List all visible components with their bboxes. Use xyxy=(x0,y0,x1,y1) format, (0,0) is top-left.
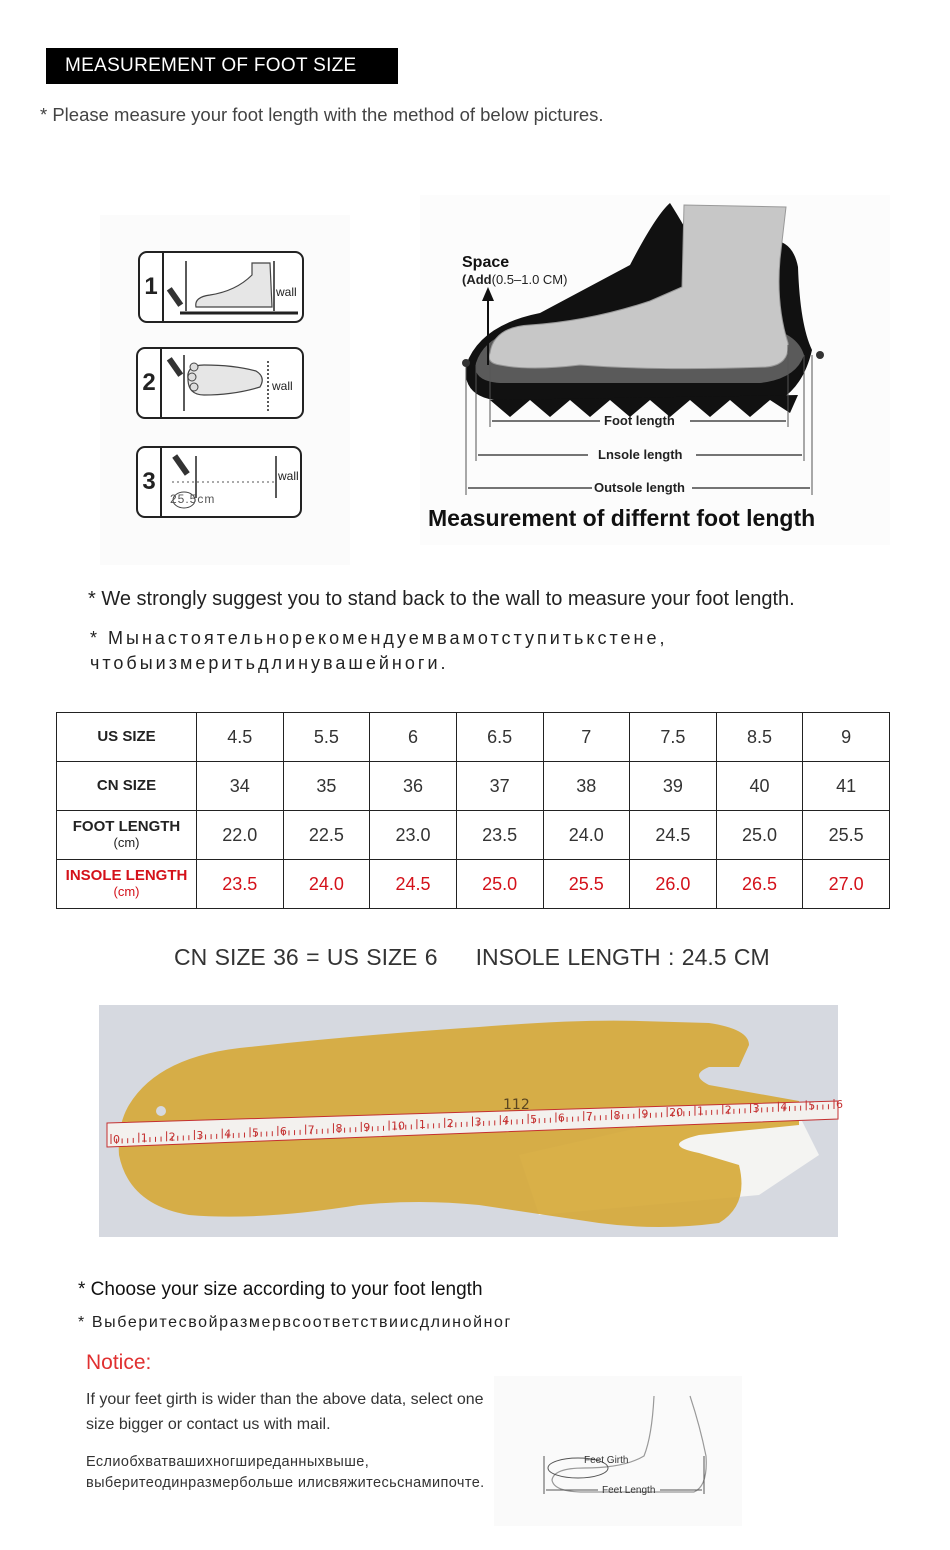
table-cell: 26.0 xyxy=(630,860,717,909)
notice-title: Notice: xyxy=(86,1351,152,1374)
page-title: MEASUREMENT OF FOOT SIZE xyxy=(46,48,398,84)
table-cell: 25.5 xyxy=(803,811,890,860)
table-cell: 6.5 xyxy=(456,713,543,762)
table-cell: 38 xyxy=(543,762,630,811)
ruler-label: 1 xyxy=(418,1118,426,1132)
table-cell: 24.5 xyxy=(370,860,457,909)
table-cell: 35 xyxy=(283,762,370,811)
space-add-range: (0.5–1.0 CM) xyxy=(491,272,568,287)
ruler-label: 7 xyxy=(307,1123,315,1137)
ruler-label: 6 xyxy=(279,1124,287,1138)
feet-length-label: Feet Length xyxy=(602,1485,656,1496)
table-cell: 23.5 xyxy=(197,860,284,909)
table-cell: 23.0 xyxy=(370,811,457,860)
table-row xyxy=(57,860,890,909)
choose-size-ru: * Выберитесвойразмервсоответствиисдлинойног xyxy=(78,1314,512,1331)
table-row xyxy=(57,811,890,860)
outsole-length-label: Outsole length xyxy=(594,480,685,495)
wall-label: wall xyxy=(278,469,299,483)
row-label xyxy=(57,811,197,860)
table-cell: 5.5 xyxy=(283,713,370,762)
table-row xyxy=(57,713,890,762)
table-cell: 24.5 xyxy=(630,811,717,860)
table-cell: 25.0 xyxy=(716,811,803,860)
ruler-label: 9 xyxy=(363,1120,371,1134)
wall-label: wall xyxy=(272,379,293,393)
ruler-label: 4 xyxy=(780,1100,788,1114)
step-number: 3 xyxy=(138,448,162,516)
insole-mark: 112 xyxy=(503,1097,530,1113)
notice-text-ru: Еслиобхватвашихногширеданныхвыше, выберитеодинразмербольше илисвяжитесьснамипочте. xyxy=(86,1454,485,1491)
ruler-label: 2 xyxy=(724,1103,732,1117)
ruler-label: 5 xyxy=(808,1099,816,1113)
space-add-prefix: (Add xyxy=(462,272,492,287)
row-label-text: FOOT LENGTH xyxy=(72,818,181,835)
table-cell: 7 xyxy=(543,713,630,762)
size-equivalence-text: CN SIZE 36 = US SIZE 6 xyxy=(174,944,438,970)
feet-girth-diagram xyxy=(494,1376,742,1526)
row-label-text: INSOLE LENGTH xyxy=(65,867,188,884)
row-label xyxy=(57,762,197,811)
ruler-icon xyxy=(164,450,300,516)
step-number: 2 xyxy=(138,349,162,417)
ruler-label: 7 xyxy=(585,1110,593,1124)
ruler-label: 3 xyxy=(752,1102,760,1116)
row-label-text: US SIZE xyxy=(97,728,156,745)
size-equivalence xyxy=(174,944,770,971)
ruler-label: 2 xyxy=(446,1116,454,1130)
suggestion-ru: * Мынастоятельнорекомендуемвамотступитькстене, чтобыизмеритьдлинувашейноги. xyxy=(90,628,668,673)
choose-size-en: * Choose your size according to your foot length xyxy=(78,1279,483,1300)
ruler-label: 4 xyxy=(502,1114,510,1128)
ruler-label: 6 xyxy=(557,1111,565,1125)
insole-length-label: Lnsole length xyxy=(598,447,683,462)
diagram-caption: Measurement of differnt foot length xyxy=(428,505,816,531)
foot-outline-icon xyxy=(494,1376,742,1526)
ruler-label: 9 xyxy=(641,1107,649,1121)
table-cell: 41 xyxy=(803,762,890,811)
table-cell: 25.0 xyxy=(456,860,543,909)
table-cell: 39 xyxy=(630,762,717,811)
table-cell: 4.5 xyxy=(197,713,284,762)
row-unit: (cm) xyxy=(113,884,140,899)
ruler-label: 6 xyxy=(836,1098,843,1111)
table-cell: 36 xyxy=(370,762,457,811)
table-cell: 7.5 xyxy=(630,713,717,762)
ruler-label: 5 xyxy=(530,1112,538,1126)
insole-photo xyxy=(99,1005,843,1237)
table-cell: 40 xyxy=(716,762,803,811)
table-row xyxy=(57,762,890,811)
ruler-label: 0 xyxy=(113,1133,120,1146)
step-2 xyxy=(136,347,304,419)
space-label: Space xyxy=(462,254,510,271)
ruler-label: 10 xyxy=(391,1119,406,1133)
table-cell: 23.5 xyxy=(456,811,543,860)
ruler-label: 8 xyxy=(613,1108,621,1122)
table-cell: 26.5 xyxy=(716,860,803,909)
foot-length-label: Foot length xyxy=(604,413,675,428)
feet-girth-label: Feet Girth xyxy=(584,1455,629,1466)
ruler-reading: 25.5cm xyxy=(170,492,216,506)
ruler-label: 20 xyxy=(669,1106,684,1120)
size-table xyxy=(56,712,890,909)
step-1 xyxy=(138,251,304,323)
row-unit: (cm) xyxy=(113,835,140,850)
row-label xyxy=(57,860,197,909)
ruler-label: 3 xyxy=(474,1115,482,1129)
intro-text: * Please measure your foot length with the method of below pictures. xyxy=(40,104,604,125)
table-cell: 27.0 xyxy=(803,860,890,909)
insole-length-text: INSOLE LENGTH : 24.5 CM xyxy=(475,944,770,970)
insole-ruler-icon xyxy=(99,1005,843,1237)
table-cell: 22.0 xyxy=(197,811,284,860)
measurement-steps xyxy=(100,215,350,565)
shoe-diagram xyxy=(420,195,890,545)
notice-text-en: If your feet girth is wider than the above data, select one size bigger or contact us with mail. xyxy=(86,1391,484,1433)
table-cell: 9 xyxy=(803,713,890,762)
step-number: 1 xyxy=(140,253,164,321)
table-cell: 25.5 xyxy=(543,860,630,909)
row-label xyxy=(57,713,197,762)
ruler-label: 8 xyxy=(335,1122,343,1136)
ruler-label: 4 xyxy=(224,1127,232,1141)
wall-label: wall xyxy=(276,285,297,299)
table-cell: 24.0 xyxy=(283,860,370,909)
row-label-text: CN SIZE xyxy=(96,777,157,794)
table-cell: 22.5 xyxy=(283,811,370,860)
table-cell: 34 xyxy=(197,762,284,811)
table-cell: 6 xyxy=(370,713,457,762)
ruler-label: 1 xyxy=(696,1104,704,1118)
table-cell: 37 xyxy=(456,762,543,811)
ruler-label: 3 xyxy=(196,1128,204,1142)
ruler-label: 5 xyxy=(252,1126,260,1140)
space-add-note xyxy=(462,272,567,287)
step-3 xyxy=(136,446,302,518)
table-cell: 8.5 xyxy=(716,713,803,762)
suggestion-en: * We strongly suggest you to stand back to the wall to measure your foot length. xyxy=(88,588,795,610)
table-cell: 24.0 xyxy=(543,811,630,860)
ruler-label: 1 xyxy=(140,1131,148,1145)
ruler-label: 2 xyxy=(168,1130,176,1144)
